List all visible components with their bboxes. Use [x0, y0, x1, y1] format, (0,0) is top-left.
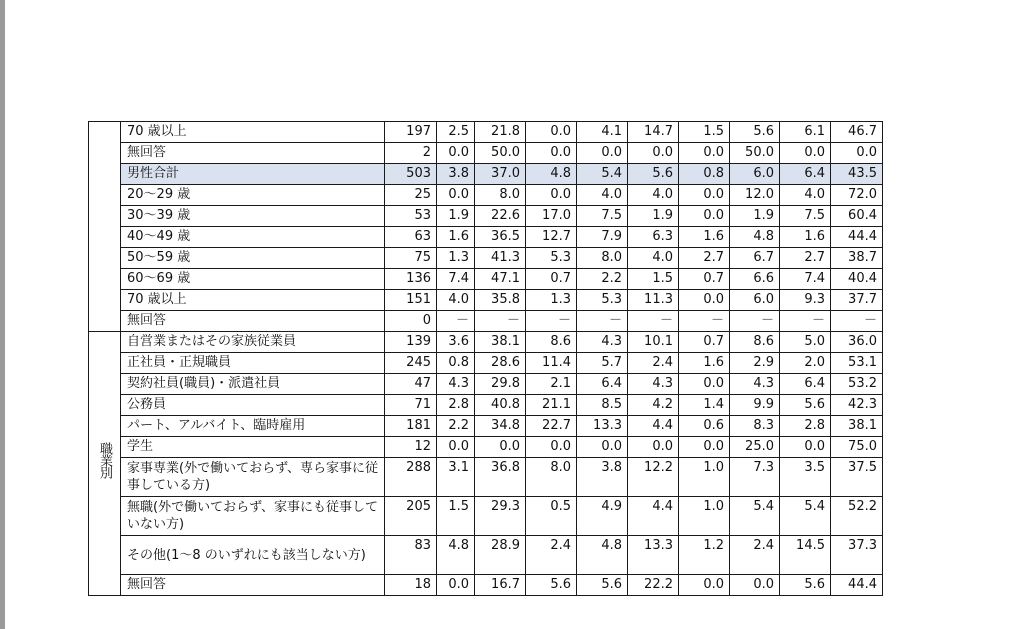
- percent-cell: 4.3: [437, 374, 475, 395]
- percent-cell: －: [730, 311, 780, 332]
- percent-cell: 0.0: [437, 437, 475, 458]
- count-cell: 47: [385, 374, 437, 395]
- percent-cell: 12.0: [730, 185, 780, 206]
- percent-cell: 2.4: [628, 353, 679, 374]
- percent-cell: 1.4: [679, 395, 730, 416]
- count-cell: 288: [385, 458, 437, 497]
- percent-cell: 3.5: [780, 458, 831, 497]
- percent-cell: 10.1: [628, 332, 679, 353]
- percent-cell: 13.3: [628, 536, 679, 575]
- percent-cell: 4.0: [577, 185, 628, 206]
- percent-cell: 60.4: [831, 206, 883, 227]
- percent-cell: 5.3: [577, 290, 628, 311]
- percent-cell: 50.0: [475, 143, 526, 164]
- count-cell: 151: [385, 290, 437, 311]
- percent-cell: 9.9: [730, 395, 780, 416]
- percent-cell: －: [628, 311, 679, 332]
- table-row: [89, 374, 883, 395]
- percent-cell: 7.5: [577, 206, 628, 227]
- percent-cell: 8.0: [577, 248, 628, 269]
- percent-cell: 0.0: [475, 437, 526, 458]
- percent-cell: 22.2: [628, 575, 679, 596]
- percent-cell: 5.6: [780, 575, 831, 596]
- percent-cell: 6.4: [780, 374, 831, 395]
- count-cell: 2: [385, 143, 437, 164]
- percent-cell: 14.7: [628, 122, 679, 143]
- row-label: 70 歳以上: [121, 122, 385, 143]
- percent-cell: 75.0: [831, 437, 883, 458]
- table-row: [89, 497, 883, 536]
- row-label: 男性合計: [121, 164, 385, 185]
- percent-cell: 6.4: [577, 374, 628, 395]
- table-row: [89, 536, 883, 575]
- row-label: 無回答: [121, 143, 385, 164]
- percent-cell: 2.9: [730, 353, 780, 374]
- percent-cell: 0.8: [679, 164, 730, 185]
- percent-cell: 6.0: [730, 164, 780, 185]
- row-label: 契約社員(職員)・派遣社員: [121, 374, 385, 395]
- percent-cell: 37.7: [831, 290, 883, 311]
- percent-cell: 2.5: [437, 122, 475, 143]
- percent-cell: 4.8: [526, 164, 577, 185]
- percent-cell: 0.0: [679, 374, 730, 395]
- percent-cell: 1.2: [679, 536, 730, 575]
- percent-cell: 25.0: [730, 437, 780, 458]
- percent-cell: 7.5: [780, 206, 831, 227]
- survey-table-container: [88, 121, 883, 596]
- percent-cell: 2.8: [780, 416, 831, 437]
- count-cell: 139: [385, 332, 437, 353]
- count-cell: 63: [385, 227, 437, 248]
- percent-cell: 5.6: [577, 575, 628, 596]
- percent-cell: 8.0: [526, 458, 577, 497]
- percent-cell: 53.2: [831, 374, 883, 395]
- percent-cell: 7.4: [437, 269, 475, 290]
- percent-cell: 0.7: [679, 269, 730, 290]
- percent-cell: 29.8: [475, 374, 526, 395]
- percent-cell: 5.0: [780, 332, 831, 353]
- percent-cell: 4.3: [628, 374, 679, 395]
- percent-cell: 34.8: [475, 416, 526, 437]
- percent-cell: 22.6: [475, 206, 526, 227]
- percent-cell: 0.0: [679, 290, 730, 311]
- percent-cell: 8.3: [730, 416, 780, 437]
- percent-cell: 0.0: [526, 437, 577, 458]
- table-row: [89, 290, 883, 311]
- percent-cell: 6.4: [780, 164, 831, 185]
- percent-cell: 38.1: [475, 332, 526, 353]
- percent-cell: 40.8: [475, 395, 526, 416]
- percent-cell: 9.3: [780, 290, 831, 311]
- percent-cell: 2.0: [780, 353, 831, 374]
- percent-cell: 0.8: [437, 353, 475, 374]
- table-row: [89, 332, 883, 353]
- percent-cell: 7.4: [780, 269, 831, 290]
- percent-cell: 37.5: [831, 458, 883, 497]
- percent-cell: 4.8: [730, 227, 780, 248]
- percent-cell: 13.3: [577, 416, 628, 437]
- percent-cell: 4.0: [437, 290, 475, 311]
- table-row: [89, 575, 883, 596]
- percent-cell: 3.6: [437, 332, 475, 353]
- percent-cell: 5.6: [526, 575, 577, 596]
- percent-cell: 0.7: [526, 269, 577, 290]
- percent-cell: 5.4: [730, 497, 780, 536]
- percent-cell: 6.0: [730, 290, 780, 311]
- percent-cell: 2.2: [577, 269, 628, 290]
- percent-cell: 1.0: [679, 497, 730, 536]
- row-label: 60～69 歳: [121, 269, 385, 290]
- percent-cell: 37.3: [831, 536, 883, 575]
- percent-cell: 12.7: [526, 227, 577, 248]
- percent-cell: 7.3: [730, 458, 780, 497]
- row-label: 40～49 歳: [121, 227, 385, 248]
- percent-cell: 40.4: [831, 269, 883, 290]
- percent-cell: 0.0: [730, 575, 780, 596]
- percent-cell: 4.3: [730, 374, 780, 395]
- percent-cell: 44.4: [831, 575, 883, 596]
- row-label: 正社員・正規職員: [121, 353, 385, 374]
- percent-cell: 1.5: [679, 122, 730, 143]
- percent-cell: 36.8: [475, 458, 526, 497]
- percent-cell: －: [475, 311, 526, 332]
- row-label: 30～39 歳: [121, 206, 385, 227]
- table-row: [89, 353, 883, 374]
- table-row: [89, 227, 883, 248]
- table-row: [89, 122, 883, 143]
- count-cell: 181: [385, 416, 437, 437]
- table-row: [89, 458, 883, 497]
- table-row: [89, 269, 883, 290]
- percent-cell: 4.2: [628, 395, 679, 416]
- row-label: その他(1～8 のいずれにも該当しない方): [121, 536, 385, 575]
- percent-cell: 5.7: [577, 353, 628, 374]
- percent-cell: 0.0: [679, 143, 730, 164]
- table-row: [89, 311, 883, 332]
- table-row: [89, 248, 883, 269]
- percent-cell: 2.1: [526, 374, 577, 395]
- percent-cell: 37.0: [475, 164, 526, 185]
- percent-cell: 0.0: [831, 143, 883, 164]
- percent-cell: 6.3: [628, 227, 679, 248]
- percent-cell: 38.7: [831, 248, 883, 269]
- percent-cell: 0.0: [437, 143, 475, 164]
- percent-cell: 0.0: [628, 143, 679, 164]
- percent-cell: 1.5: [628, 269, 679, 290]
- percent-cell: 6.6: [730, 269, 780, 290]
- percent-cell: 53.1: [831, 353, 883, 374]
- percent-cell: 72.0: [831, 185, 883, 206]
- percent-cell: 2.4: [730, 536, 780, 575]
- percent-cell: 4.1: [577, 122, 628, 143]
- percent-cell: 16.7: [475, 575, 526, 596]
- row-label: 無回答: [121, 311, 385, 332]
- percent-cell: 1.9: [730, 206, 780, 227]
- table-row: [89, 416, 883, 437]
- percent-cell: 41.3: [475, 248, 526, 269]
- row-label: 学生: [121, 437, 385, 458]
- table-row: [89, 143, 883, 164]
- category-cell: [89, 122, 121, 332]
- percent-cell: 3.1: [437, 458, 475, 497]
- table-row: [89, 185, 883, 206]
- percent-cell: 11.4: [526, 353, 577, 374]
- table-row: [89, 164, 883, 185]
- percent-cell: 22.7: [526, 416, 577, 437]
- percent-cell: 1.3: [526, 290, 577, 311]
- percent-cell: 21.8: [475, 122, 526, 143]
- percent-cell: 1.9: [628, 206, 679, 227]
- percent-cell: －: [577, 311, 628, 332]
- table-row: [89, 395, 883, 416]
- percent-cell: 7.9: [577, 227, 628, 248]
- percent-cell: 6.7: [730, 248, 780, 269]
- table-row: [89, 437, 883, 458]
- percent-cell: 1.9: [437, 206, 475, 227]
- percent-cell: 36.0: [831, 332, 883, 353]
- row-label: 公務員: [121, 395, 385, 416]
- row-label: 20～29 歳: [121, 185, 385, 206]
- percent-cell: 0.0: [780, 143, 831, 164]
- percent-cell: 0.0: [526, 185, 577, 206]
- count-cell: 0: [385, 311, 437, 332]
- row-label: 70 歳以上: [121, 290, 385, 311]
- percent-cell: 28.6: [475, 353, 526, 374]
- percent-cell: 1.6: [437, 227, 475, 248]
- percent-cell: 1.0: [679, 458, 730, 497]
- count-cell: 71: [385, 395, 437, 416]
- percent-cell: 8.0: [475, 185, 526, 206]
- percent-cell: 47.1: [475, 269, 526, 290]
- percent-cell: 0.7: [679, 332, 730, 353]
- count-cell: 205: [385, 497, 437, 536]
- count-cell: 25: [385, 185, 437, 206]
- percent-cell: 12.2: [628, 458, 679, 497]
- percent-cell: 8.6: [526, 332, 577, 353]
- percent-cell: 35.8: [475, 290, 526, 311]
- percent-cell: －: [679, 311, 730, 332]
- percent-cell: 4.9: [577, 497, 628, 536]
- percent-cell: 43.5: [831, 164, 883, 185]
- percent-cell: 2.7: [780, 248, 831, 269]
- percent-cell: 38.1: [831, 416, 883, 437]
- percent-cell: 17.0: [526, 206, 577, 227]
- percent-cell: 11.3: [628, 290, 679, 311]
- percent-cell: 2.8: [437, 395, 475, 416]
- percent-cell: 0.0: [577, 143, 628, 164]
- percent-cell: 4.0: [628, 185, 679, 206]
- percent-cell: 5.4: [577, 164, 628, 185]
- row-label: パート、アルバイト、臨時雇用: [121, 416, 385, 437]
- percent-cell: 29.3: [475, 497, 526, 536]
- percent-cell: 4.3: [577, 332, 628, 353]
- count-cell: 53: [385, 206, 437, 227]
- percent-cell: 4.8: [437, 536, 475, 575]
- percent-cell: 44.4: [831, 227, 883, 248]
- percent-cell: 5.4: [780, 497, 831, 536]
- percent-cell: 1.5: [437, 497, 475, 536]
- percent-cell: 1.6: [679, 227, 730, 248]
- category-cell: [89, 332, 121, 596]
- percent-cell: 0.0: [679, 437, 730, 458]
- percent-cell: 21.1: [526, 395, 577, 416]
- percent-cell: 0.0: [628, 437, 679, 458]
- percent-cell: 5.6: [628, 164, 679, 185]
- count-cell: 18: [385, 575, 437, 596]
- row-label: 家事専業(外で働いておらず、専ら家事に従事している方): [121, 458, 385, 497]
- survey-table: [88, 121, 883, 596]
- percent-cell: 0.6: [679, 416, 730, 437]
- percent-cell: 0.0: [679, 185, 730, 206]
- percent-cell: 1.6: [780, 227, 831, 248]
- percent-cell: 4.0: [628, 248, 679, 269]
- percent-cell: 46.7: [831, 122, 883, 143]
- percent-cell: 0.0: [577, 437, 628, 458]
- page-edge: [0, 0, 5, 629]
- percent-cell: 14.5: [780, 536, 831, 575]
- percent-cell: 50.0: [730, 143, 780, 164]
- percent-cell: 2.2: [437, 416, 475, 437]
- percent-cell: 6.1: [780, 122, 831, 143]
- count-cell: 503: [385, 164, 437, 185]
- percent-cell: 2.7: [679, 248, 730, 269]
- count-cell: 83: [385, 536, 437, 575]
- percent-cell: －: [780, 311, 831, 332]
- percent-cell: 4.0: [780, 185, 831, 206]
- count-cell: 75: [385, 248, 437, 269]
- count-cell: 136: [385, 269, 437, 290]
- percent-cell: 4.4: [628, 497, 679, 536]
- percent-cell: 5.6: [780, 395, 831, 416]
- percent-cell: 0.0: [437, 575, 475, 596]
- percent-cell: 0.0: [780, 437, 831, 458]
- percent-cell: 0.0: [437, 185, 475, 206]
- percent-cell: 0.0: [679, 575, 730, 596]
- table-row: [89, 206, 883, 227]
- percent-cell: 36.5: [475, 227, 526, 248]
- percent-cell: 5.6: [730, 122, 780, 143]
- percent-cell: 52.2: [831, 497, 883, 536]
- percent-cell: 4.4: [628, 416, 679, 437]
- percent-cell: 4.8: [577, 536, 628, 575]
- category-label: 職業別: [97, 442, 112, 478]
- percent-cell: 1.3: [437, 248, 475, 269]
- count-cell: 245: [385, 353, 437, 374]
- percent-cell: 1.6: [679, 353, 730, 374]
- percent-cell: －: [526, 311, 577, 332]
- percent-cell: 28.9: [475, 536, 526, 575]
- row-label: 自営業またはその家族従業員: [121, 332, 385, 353]
- percent-cell: 3.8: [437, 164, 475, 185]
- row-label: 無職(外で働いておらず、家事にも従事していない方): [121, 497, 385, 536]
- percent-cell: －: [831, 311, 883, 332]
- percent-cell: 0.0: [526, 143, 577, 164]
- percent-cell: 8.5: [577, 395, 628, 416]
- percent-cell: 3.8: [577, 458, 628, 497]
- count-cell: 197: [385, 122, 437, 143]
- percent-cell: －: [437, 311, 475, 332]
- percent-cell: 8.6: [730, 332, 780, 353]
- row-label: 無回答: [121, 575, 385, 596]
- percent-cell: 42.3: [831, 395, 883, 416]
- count-cell: 12: [385, 437, 437, 458]
- percent-cell: 0.0: [679, 206, 730, 227]
- percent-cell: 2.4: [526, 536, 577, 575]
- percent-cell: 5.3: [526, 248, 577, 269]
- percent-cell: 0.5: [526, 497, 577, 536]
- row-label: 50～59 歳: [121, 248, 385, 269]
- percent-cell: 0.0: [526, 122, 577, 143]
